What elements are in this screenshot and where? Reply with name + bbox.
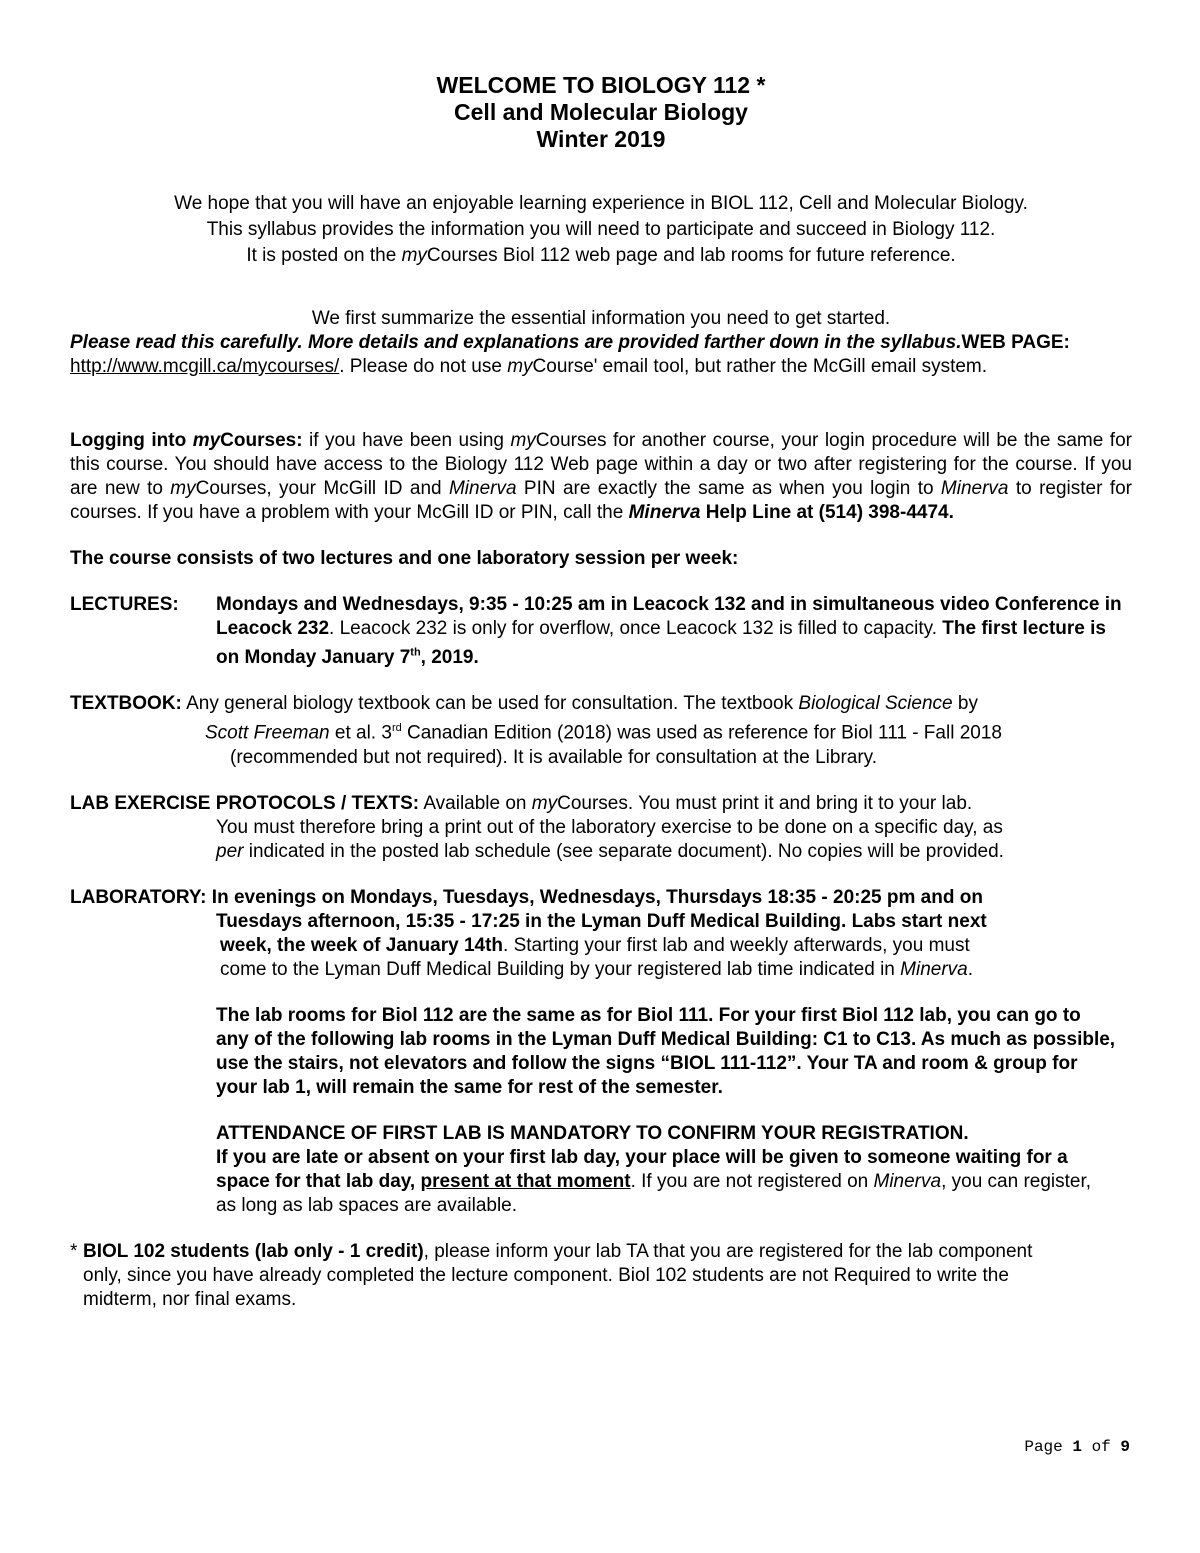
lab-protocols-t3: Courses. You must print it and bring it to your lab. [557,792,973,814]
footer-page-total: 9 [1120,1438,1130,1456]
logging-label-2: Courses: [220,430,303,451]
logging-label: Logging into [70,430,193,451]
lab-protocols-line-1 [70,792,1132,816]
laboratory-t4: . [967,958,973,980]
laboratory-line-3 [220,934,1132,958]
logging-t8: Minerva [940,478,1009,499]
lab-protocols-label: LAB EXERCISE PROTOCOLS / TEXTS: [70,792,420,814]
lectures-overflow: . Leacock 232 is only for overflow, once Leacock 132 is filled to capacity. [329,618,943,639]
first-lecture-sup: th [410,647,421,659]
textbook-t3: by [952,693,978,715]
lab-protocols-line-3 [216,840,1132,864]
lab-protocols-line-2: You must therefore bring a print out of the laboratory exercise to be done on a specific day, as [216,816,1003,838]
logging-t6: Minerva [448,478,517,499]
laboratory-schedule: In evenings on Mondays, Tuesdays, Wednesdays, Thursdays 18:35 - 20:25 pm and on [206,886,983,908]
late-paragraph [216,1146,1096,1218]
laboratory-line-1 [70,886,1132,910]
lectures-section [70,593,1132,670]
web-text: . Please do not use [339,356,508,377]
document-title [70,72,1132,153]
late-warning: If you are late or absent on your first lab day, your place will be given to someone waiting for a space for that lab day, [216,1146,1068,1192]
logging-t1: if you have been using [302,430,511,451]
read-carefully-note: Please read this carefully. More details and explanations are provided farther down in the syllabus. [70,332,962,353]
intro-text-2: Courses Biol 112 web page and lab rooms for future reference. [426,245,956,266]
logging-t11: Help Line at (514) 398-4474. [700,502,954,523]
web-text-2: Course' email tool, but rather the McGill email system. [532,356,988,377]
late-t4: , you can register, as long as lab spaces are available. [216,1170,1092,1216]
late-minerva: Minerva [873,1170,942,1192]
web-my: my [507,356,533,377]
laboratory-line-4 [220,958,1132,982]
lectures-schedule: Mondays and Wednesdays, 9:35 - 10:25 am in Leacock 132 and in simultaneous video Conference in Leacock 232 [216,594,1122,639]
summary-section [70,307,1132,379]
first-lecture: The first lecture is on Monday January 7 [216,618,1106,669]
labs-start: week, the week of January 14th [220,934,504,956]
title-line-3: Winter 2019 [536,126,666,152]
laboratory-t2: come to the Lyman Duff Medical Building by your registered lab time indicated in [220,958,901,980]
lab-rooms-paragraph: The lab rooms for Biol 112 are the same as for Biol 111. For your first Biol 112 lab, you can go to any of the following lab rooms in the Lyman Duff Medical Building: C1 to C13. As much as possible, use the stairs, not elevators and follow the signs “BIOL 111-112”. Your TA and room & group for your lab 1, will remain the same for rest of the semester. [216,1004,1116,1098]
lab-protocols-per: per [216,840,244,862]
lectures-body [216,593,1132,670]
lab-protocols-t1: Available on [419,792,532,814]
footer-page-number: 1 [1072,1438,1082,1456]
laboratory-line-2: Tuesdays afternoon, 15:35 - 17:25 in the Lyman Duff Medical Building. Labs start next [216,910,987,932]
mycourses-link[interactable]: http://www.mcgill.ca/mycourses/ [70,356,340,377]
textbook-label: TEXTBOOK: [70,693,182,715]
textbook-line-2 [205,716,1132,745]
textbook-title: Biological Science [798,693,953,715]
intro-line-3 [70,243,1132,269]
syllabus-page [70,72,1132,1312]
textbook-t5: et al. 3 [329,722,392,744]
laboratory-minerva: Minerva [900,958,968,980]
biol102-text: , please inform your lab TA that you are registered for the lab component only, since you have already completed the lecture component. Biol 102 students are not Required to write the midterm, nor final exams. [83,1240,1033,1310]
logging-t7: PIN are exactly the same as when you login to [516,478,941,499]
summary-body [70,331,1132,379]
logging-t4: my [170,478,196,499]
lectures-label: LECTURES: [70,594,179,615]
textbook-line-1 [70,692,1132,716]
intro-line-1: We hope that you will have an enjoyable learning experience in BIOL 112, Cell and Molecular Biology. [174,193,1028,214]
textbook-section [70,692,1132,769]
logging-label-my: my [192,430,221,451]
intro-my: my [401,245,427,266]
course-consists-heading: The course consists of two lectures and one laboratory session per week: [70,548,739,569]
attendance-notice: ATTENDANCE OF FIRST LAB IS MANDATORY TO CONFIRM YOUR REGISTRATION. [216,1122,969,1144]
laboratory-label: LABORATORY: [70,886,207,908]
page-footer [1024,1438,1130,1456]
present-at-that-moment: present at that moment [420,1170,631,1192]
textbook-line-3: (recommended but not required). It is available for consultation at the Library. [230,746,878,768]
textbook-t6: Canadian Edition (2018) was used as reference for Biol 111 - Fall 2018 [401,722,1002,744]
logging-t10: Minerva [628,502,701,523]
biol102-heading: BIOL 102 students (lab only - 1 credit) [83,1240,424,1262]
laboratory-section [70,886,1132,1218]
biol102-star: * [70,1240,78,1262]
laboratory-t1: . Starting your first lab and weekly afterwards, you must [503,934,970,956]
lab-protocols-my: my [531,792,558,814]
web-page-label: WEB PAGE: [961,332,1070,353]
footer-page-word: Page [1024,1438,1063,1456]
textbook-sup: rd [391,722,402,735]
textbook-author: Scott Freeman [205,722,330,744]
footer-of-word: of [1091,1438,1111,1456]
logging-t9: to register for courses. If you have a problem with your McGill ID or PIN, call the [70,478,1132,523]
intro-text: It is posted on the [246,245,402,266]
title-line-1: WELCOME TO BIOLOGY 112 * [436,72,766,98]
logging-t5: Courses, your McGill ID and [195,478,449,499]
lab-protocols-t6: indicated in the posted lab schedule (see separate document). No copies will be provided. [243,840,1004,862]
late-t2: . If you are not registered on [630,1170,874,1192]
textbook-t1: Any general biology textbook can be used for consultation. The textbook [181,693,799,715]
biol102-note [70,1240,1073,1312]
logging-paragraph [70,429,1132,525]
first-lecture-year: , 2019. [420,647,479,669]
lab-protocols-section [70,792,1132,864]
logging-t2: my [510,430,536,451]
logging-t3: Courses for another course, your login procedure will be the same for this course. You should have access to the Biology 112 Web page within a day or two after registering for the course. If you are new to [70,430,1132,499]
title-line-2: Cell and Molecular Biology [454,99,748,125]
intro-line-2: This syllabus provides the information you will need to participate and succeed in Biology 112. [206,219,996,240]
intro-paragraph [70,191,1132,269]
summary-line: We first summarize the essential information you need to get started. [311,308,891,329]
